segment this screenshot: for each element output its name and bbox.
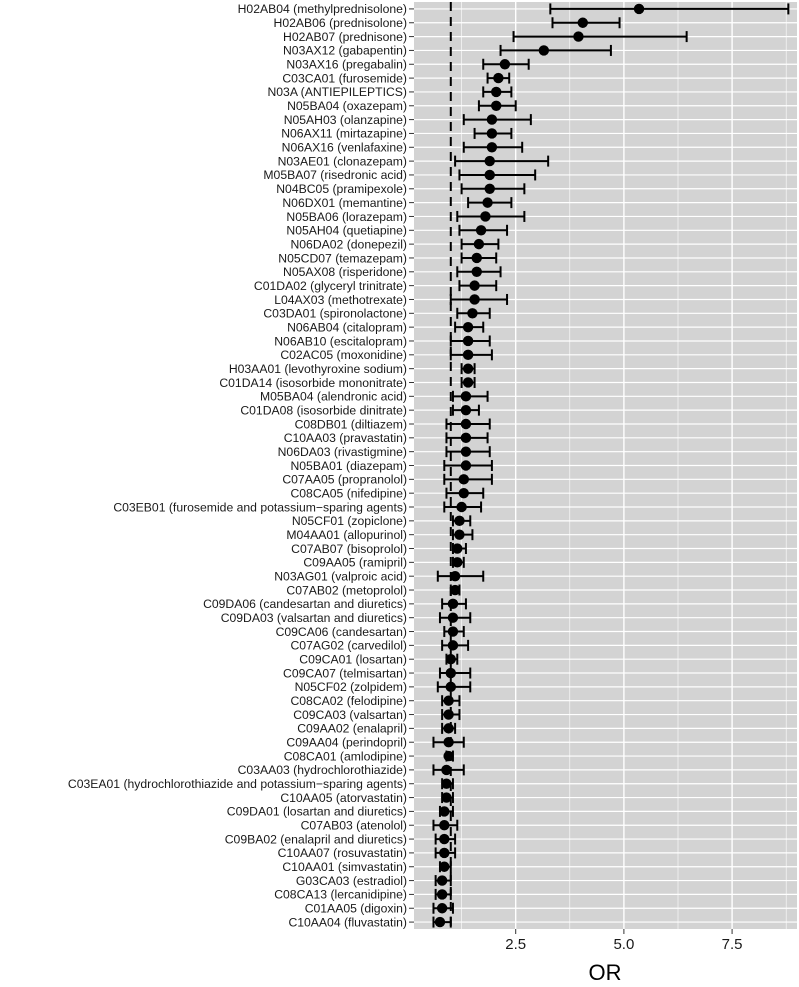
category-labels: [68, 2, 414, 929]
category-label: N03A (ANTIEPILEPTICS): [267, 85, 407, 100]
category-label: C07AB03 (atenolol): [300, 818, 407, 833]
data-point: [443, 709, 453, 719]
category-label: C03AA03 (hydrochlorothiazide): [237, 763, 407, 778]
data-point: [573, 31, 583, 41]
category-label: C03EB01 (furosemide and potassium−sparing agents): [113, 500, 407, 515]
data-point: [437, 875, 447, 885]
category-label: N05CF01 (zopiclone): [291, 514, 407, 529]
category-label: C08CA13 (lercanidipine): [274, 887, 407, 902]
category-label: C09AA05 (ramipril): [303, 555, 407, 570]
x-axis-title: OR: [588, 960, 622, 985]
x-axis-ticks: [505, 929, 742, 953]
category-label: N05CD07 (temazepam): [278, 251, 407, 266]
data-point: [461, 460, 471, 470]
category-label: H03AA01 (levothyroxine sodium): [228, 361, 407, 376]
data-point: [446, 668, 456, 678]
data-point: [443, 751, 453, 761]
category-label: C07AA05 (propranolol): [282, 472, 407, 487]
category-label: C09CA07 (telmisartan): [283, 666, 407, 681]
data-point: [450, 571, 460, 581]
category-label: N05BA01 (diazepam): [290, 458, 407, 473]
data-point: [634, 4, 644, 14]
category-label: N06AX11 (mirtazapine): [281, 126, 407, 141]
category-label: M04AA01 (allopurinol): [286, 527, 407, 542]
category-label: H02AB04 (methylprednisolone): [237, 2, 407, 17]
category-label: C10AA03 (pravastatin): [283, 431, 407, 446]
category-label: M05BA04 (alendronic acid): [259, 389, 407, 404]
data-point: [437, 903, 447, 913]
category-label: C09BA02 (enalapril and diuretics): [224, 832, 407, 847]
category-label: N03AE01 (clonazepam): [277, 154, 407, 169]
data-point: [450, 585, 460, 595]
category-label: N06AB04 (citalopram): [287, 320, 407, 335]
data-point: [485, 170, 495, 180]
data-point: [487, 114, 497, 124]
category-label: G03CA03 (estradiol): [295, 873, 407, 888]
category-label: N06DA03 (rivastigmine): [277, 444, 407, 459]
data-point: [448, 599, 458, 609]
category-label: C01AA05 (digoxin): [304, 901, 407, 916]
data-point: [454, 516, 464, 526]
category-label: C07AB07 (bisoprolol): [291, 541, 407, 556]
category-label: C07AG02 (carvedilol): [290, 638, 407, 653]
data-point: [446, 682, 456, 692]
category-label: N03AX16 (pregabalin): [286, 57, 407, 72]
category-label: N05AH03 (olanzapine): [283, 112, 407, 127]
x-tick-label: 5.0: [613, 936, 635, 953]
data-point: [441, 779, 451, 789]
data-point: [439, 820, 449, 830]
data-point: [439, 806, 449, 816]
category-label: C09CA03 (valsartan): [293, 707, 407, 722]
data-point: [461, 433, 471, 443]
category-label: C03DA01 (spironolactone): [263, 306, 407, 321]
data-point: [439, 848, 449, 858]
category-label: N05BA06 (lorazepam): [286, 209, 407, 224]
data-point: [467, 308, 477, 318]
category-label: C01DA08 (isosorbide dinitrate): [240, 403, 407, 418]
category-label: M05BA07 (risedronic acid): [263, 168, 407, 183]
data-point: [539, 45, 549, 55]
data-point: [454, 529, 464, 539]
data-point: [463, 363, 473, 373]
data-point: [443, 696, 453, 706]
data-point: [452, 543, 462, 553]
data-point: [459, 474, 469, 484]
data-point: [485, 156, 495, 166]
category-label: N06AX16 (venlafaxine): [281, 140, 407, 155]
data-point: [448, 612, 458, 622]
category-label: C09AA04 (perindopril): [286, 735, 407, 750]
category-label: C09CA01 (losartan): [299, 652, 407, 667]
data-point: [443, 723, 453, 733]
data-point: [443, 737, 453, 747]
category-label: C03EA01 (hydrochlorothiazide and potassium−sparing agents): [67, 777, 407, 792]
category-label: C01DA02 (glyceryl trinitrate): [253, 278, 407, 293]
data-point: [441, 765, 451, 775]
category-label: N04BC05 (pramipexole): [276, 182, 407, 197]
category-label: C07AB02 (metoprolol): [286, 583, 407, 598]
category-label: C02AC05 (moxonidine): [280, 348, 407, 363]
category-label: C09DA06 (candesartan and diuretics): [203, 597, 407, 612]
category-label: C01DA14 (isosorbide mononitrate): [219, 375, 407, 390]
category-label: C09DA01 (losartan and diuretics): [226, 804, 407, 819]
data-point: [482, 197, 492, 207]
data-point: [439, 834, 449, 844]
data-point: [493, 73, 503, 83]
data-point: [437, 889, 447, 899]
category-label: C08CA05 (nifedipine): [290, 486, 407, 501]
category-label: C10AA05 (atorvastatin): [280, 790, 407, 805]
category-label: C03CA01 (furosemide): [282, 71, 407, 86]
data-point: [463, 336, 473, 346]
category-label: C09CA06 (candesartan): [275, 624, 407, 639]
category-label: H02AB06 (prednisolone): [273, 16, 407, 31]
category-label: C09AA02 (enalapril): [297, 721, 407, 736]
data-point: [487, 128, 497, 138]
category-label: C10AA01 (simvastatin): [282, 860, 407, 875]
data-point: [446, 654, 456, 664]
data-point: [578, 18, 588, 28]
category-label: N05BA04 (oxazepam): [287, 99, 407, 114]
data-point: [461, 391, 471, 401]
category-label: N03AX12 (gabapentin): [283, 43, 407, 58]
data-point: [439, 862, 449, 872]
x-tick-label: 7.5: [721, 936, 743, 953]
category-label: C09DA03 (valsartan and diuretics): [220, 610, 407, 625]
category-label: N05CF02 (zolpidem): [294, 680, 407, 695]
category-label: N06AB10 (escitalopram): [274, 334, 407, 349]
category-label: N06DA02 (donepezil): [290, 237, 407, 252]
category-label: C08CA02 (felodipine): [290, 694, 407, 709]
data-point: [480, 211, 490, 221]
data-point: [459, 488, 469, 498]
data-point: [461, 419, 471, 429]
data-point: [463, 322, 473, 332]
data-point: [491, 101, 501, 111]
category-label: C10AA04 (fluvastatin): [288, 915, 407, 930]
category-label: N06DX01 (memantine): [282, 195, 407, 210]
data-point: [476, 225, 486, 235]
data-point: [463, 350, 473, 360]
data-point: [485, 184, 495, 194]
data-point: [469, 280, 479, 290]
category-label: N05AH04 (quetiapine): [286, 223, 407, 238]
data-point: [500, 59, 510, 69]
category-label: H02AB07 (prednisone): [283, 29, 407, 44]
data-point: [435, 917, 445, 927]
data-point: [448, 626, 458, 636]
data-point: [474, 239, 484, 249]
data-point: [463, 377, 473, 387]
data-point: [491, 87, 501, 97]
category-label: C08DB01 (diltiazem): [294, 417, 407, 432]
data-point: [448, 640, 458, 650]
category-label: N05AX08 (risperidone): [283, 265, 407, 280]
category-label: N03AG01 (valproic acid): [274, 569, 407, 584]
data-point: [452, 557, 462, 567]
data-point: [461, 405, 471, 415]
data-point: [456, 502, 466, 512]
data-point: [472, 253, 482, 263]
x-tick-label: 2.5: [505, 936, 527, 953]
category-label: L04AX03 (methotrexate): [274, 292, 407, 307]
data-point: [461, 446, 471, 456]
data-point: [487, 142, 497, 152]
category-label: C10AA07 (rosuvastatin): [277, 846, 407, 861]
data-point: [472, 267, 482, 277]
category-label: C08CA01 (amlodipine): [283, 749, 407, 764]
data-point: [469, 294, 479, 304]
data-point: [441, 792, 451, 802]
